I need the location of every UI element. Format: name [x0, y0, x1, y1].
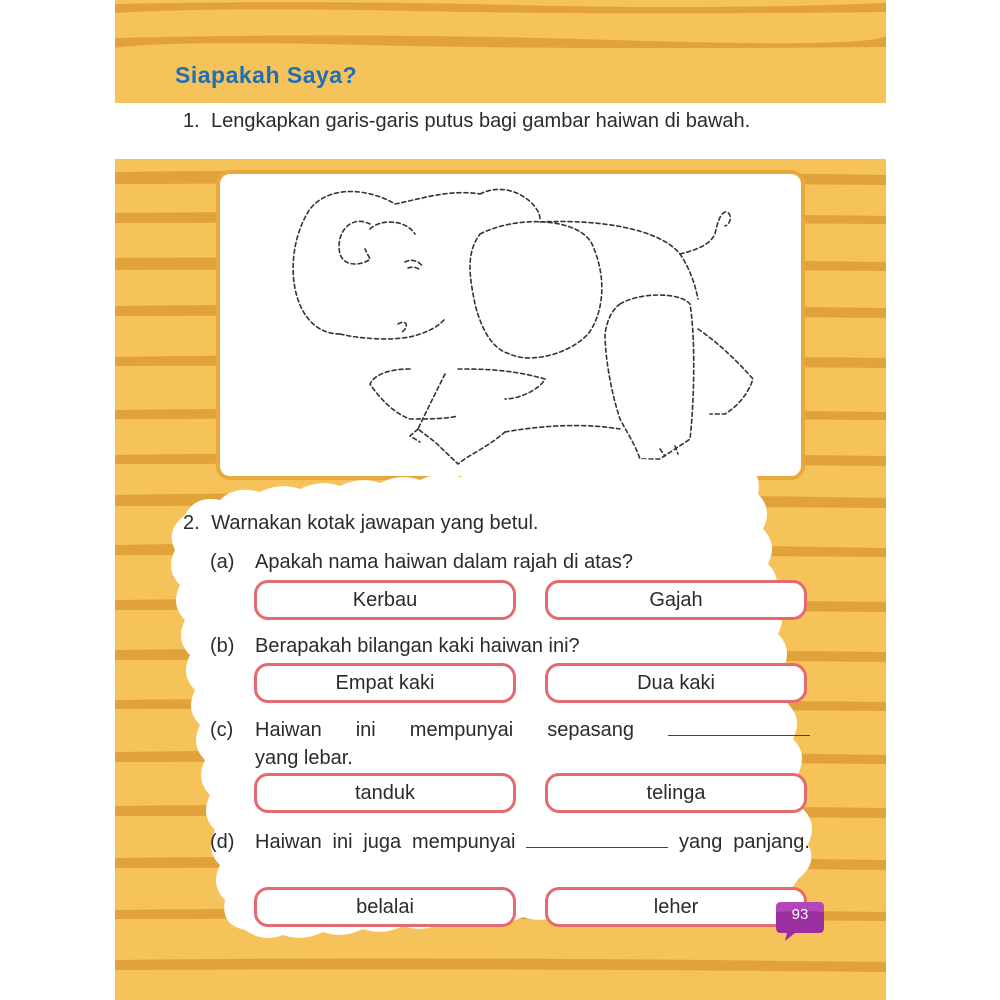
answer-blank — [668, 734, 810, 736]
answer-option[interactable]: leher — [545, 887, 807, 927]
question-2a-label: (a) — [210, 551, 235, 573]
question-2c-text-after: yang lebar. — [255, 747, 353, 769]
page-number-badge — [775, 898, 825, 942]
question-1-text: Lengkapkan garis-garis putus bagi gambar haiwan di bawah. — [211, 110, 751, 132]
question-1-number: 1. — [183, 110, 200, 132]
question-2d-label: (d) — [210, 831, 235, 853]
page-number: 93 — [791, 906, 809, 923]
question-2c-text — [255, 716, 810, 744]
question-2b-label: (b) — [210, 635, 235, 657]
answer-option[interactable]: tanduk — [254, 773, 516, 813]
question-2c — [210, 716, 810, 772]
page-title: Siapakah Saya? — [175, 62, 358, 88]
answer-blank — [526, 846, 668, 848]
question-2-number: 2. — [183, 512, 200, 534]
answer-option[interactable]: Kerbau — [254, 580, 516, 620]
question-2b-text: Berapakah bilangan kaki haiwan ini? — [255, 635, 580, 657]
question-2c-label: (c) — [210, 719, 234, 741]
question-2d — [210, 828, 810, 856]
question-2d-text — [255, 828, 810, 856]
question-2a — [210, 548, 810, 576]
answer-option[interactable]: telinga — [545, 773, 807, 813]
question-2 — [183, 512, 539, 535]
question-2d-text-after: yang panjang. — [679, 831, 810, 853]
question-2c-text-before: Haiwan ini mempunyai sepasang — [255, 719, 634, 741]
answer-option[interactable]: Dua kaki — [545, 663, 807, 703]
question-2b — [210, 632, 810, 660]
question-2-text: Warnakan kotak jawapan yang betul. — [211, 512, 539, 534]
answer-option[interactable]: Empat kaki — [254, 663, 516, 703]
question-2a-text: Apakah nama haiwan dalam rajah di atas? — [255, 551, 634, 573]
worksheet-page — [115, 0, 886, 1000]
answer-option[interactable]: belalai — [254, 887, 516, 927]
question-2d-text-before: Haiwan ini juga mempunyai — [255, 831, 516, 853]
answer-option[interactable]: Gajah — [545, 580, 807, 620]
